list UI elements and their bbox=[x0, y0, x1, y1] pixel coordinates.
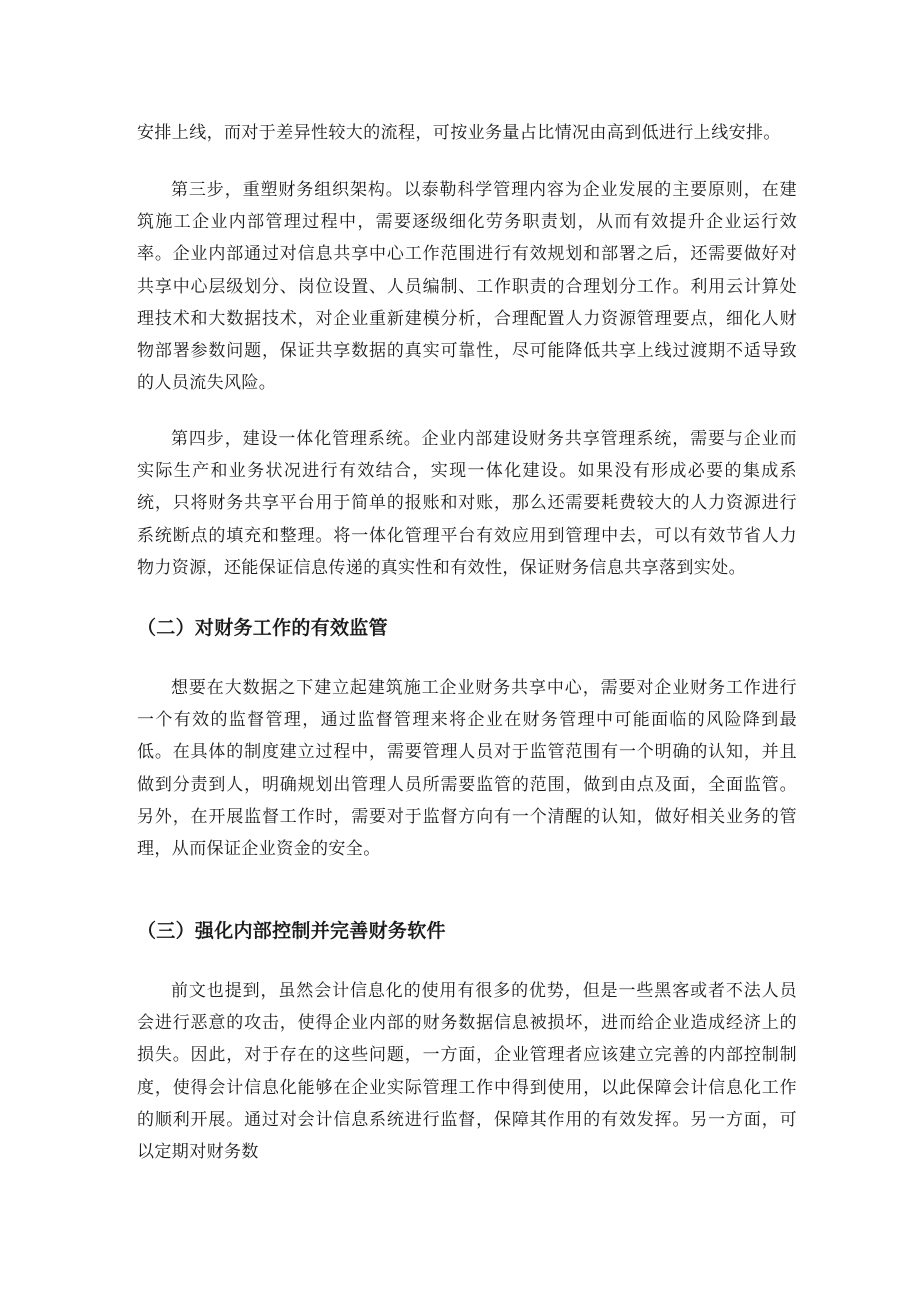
paragraph-continuation: 安排上线，而对于差异性较大的流程，可按业务量占比情况由高到低进行上线安排。 bbox=[137, 123, 781, 143]
paragraph-step-four: 第四步，建设一体化管理系统。企业内部建设财务共享管理系统，需要与企业而实际生产和业务状况进行有效结合，实现一体化建设。如果没有形成必要的集成系统，只将财务共享平台用于简单的报账和对账，那么还需要耗费较大的人力资源进行系统断点的填充和整理。将一体化管理平台有效应用到管理中去，可以有效节省人力物力资源，还能保证信息传递的真实性和有效性，保证财务信息共享落到实处。 bbox=[137, 429, 797, 578]
section-heading-internal-control: （三）强化内部控制并完善财务软件 bbox=[137, 920, 446, 942]
paragraph-internal-control: 前文也提到，虽然会计信息化的使用有很多的优势，但是一些黑客或者不法人员会进行恶意的攻击，使得企业内部的财务数据信息被损坏，进而给企业造成经济上的损失。因此，对于存在的这些问题，一方面，企业管理者应该建立完善的内部控制制度，使得会计信息化能够在企业实际管理工作中得到使用，以此保障会计信息化工作的顺利开展。通过对会计信息系统进行监督，保障其作用的有效发挥。另一方面，可以定期对财务数 bbox=[137, 981, 797, 1163]
paragraph-supervision: 想要在大数据之下建立起建筑施工企业财务共享中心，需要对企业财务工作进行一个有效的监督管理，通过监督管理来将企业在财务管理中可能面临的风险降到最低。在具体的制度建立过程中，需要管理人员对于监管范围有一个明确的认知，并且做到分责到人，明确规划出管理人员所需要监管的范围，做到由点及面，全面监管。另外，在开展监督工作时，需要对于监督方向有一个清醒的认知，做好相关业务的管理，从而保证企业资金的安全。 bbox=[137, 678, 797, 860]
paragraph-step-three: 第三步，重塑财务组织架构。以泰勒科学管理内容为企业发展的主要原则，在建筑施工企业内部管理过程中，需要逐级细化劳务职责划，从而有效提升企业运行效率。企业内部通过对信息共享中心工作范围进行有效规划和部署之后，还需要做好对共享中心层级划分、岗位设置、人员编制、工作职责的合理划分工作。利用云计算处理技术和大数据技术，对企业重新建模分析，合理配置人力资源管理要点，细化人财物部署参数问题，保证共享数据的真实可靠性，尽可能降低共享上线过渡期不适导致的人员流失风险。 bbox=[137, 180, 797, 394]
section-heading-supervision: （二）对财务工作的有效监管 bbox=[137, 617, 388, 639]
